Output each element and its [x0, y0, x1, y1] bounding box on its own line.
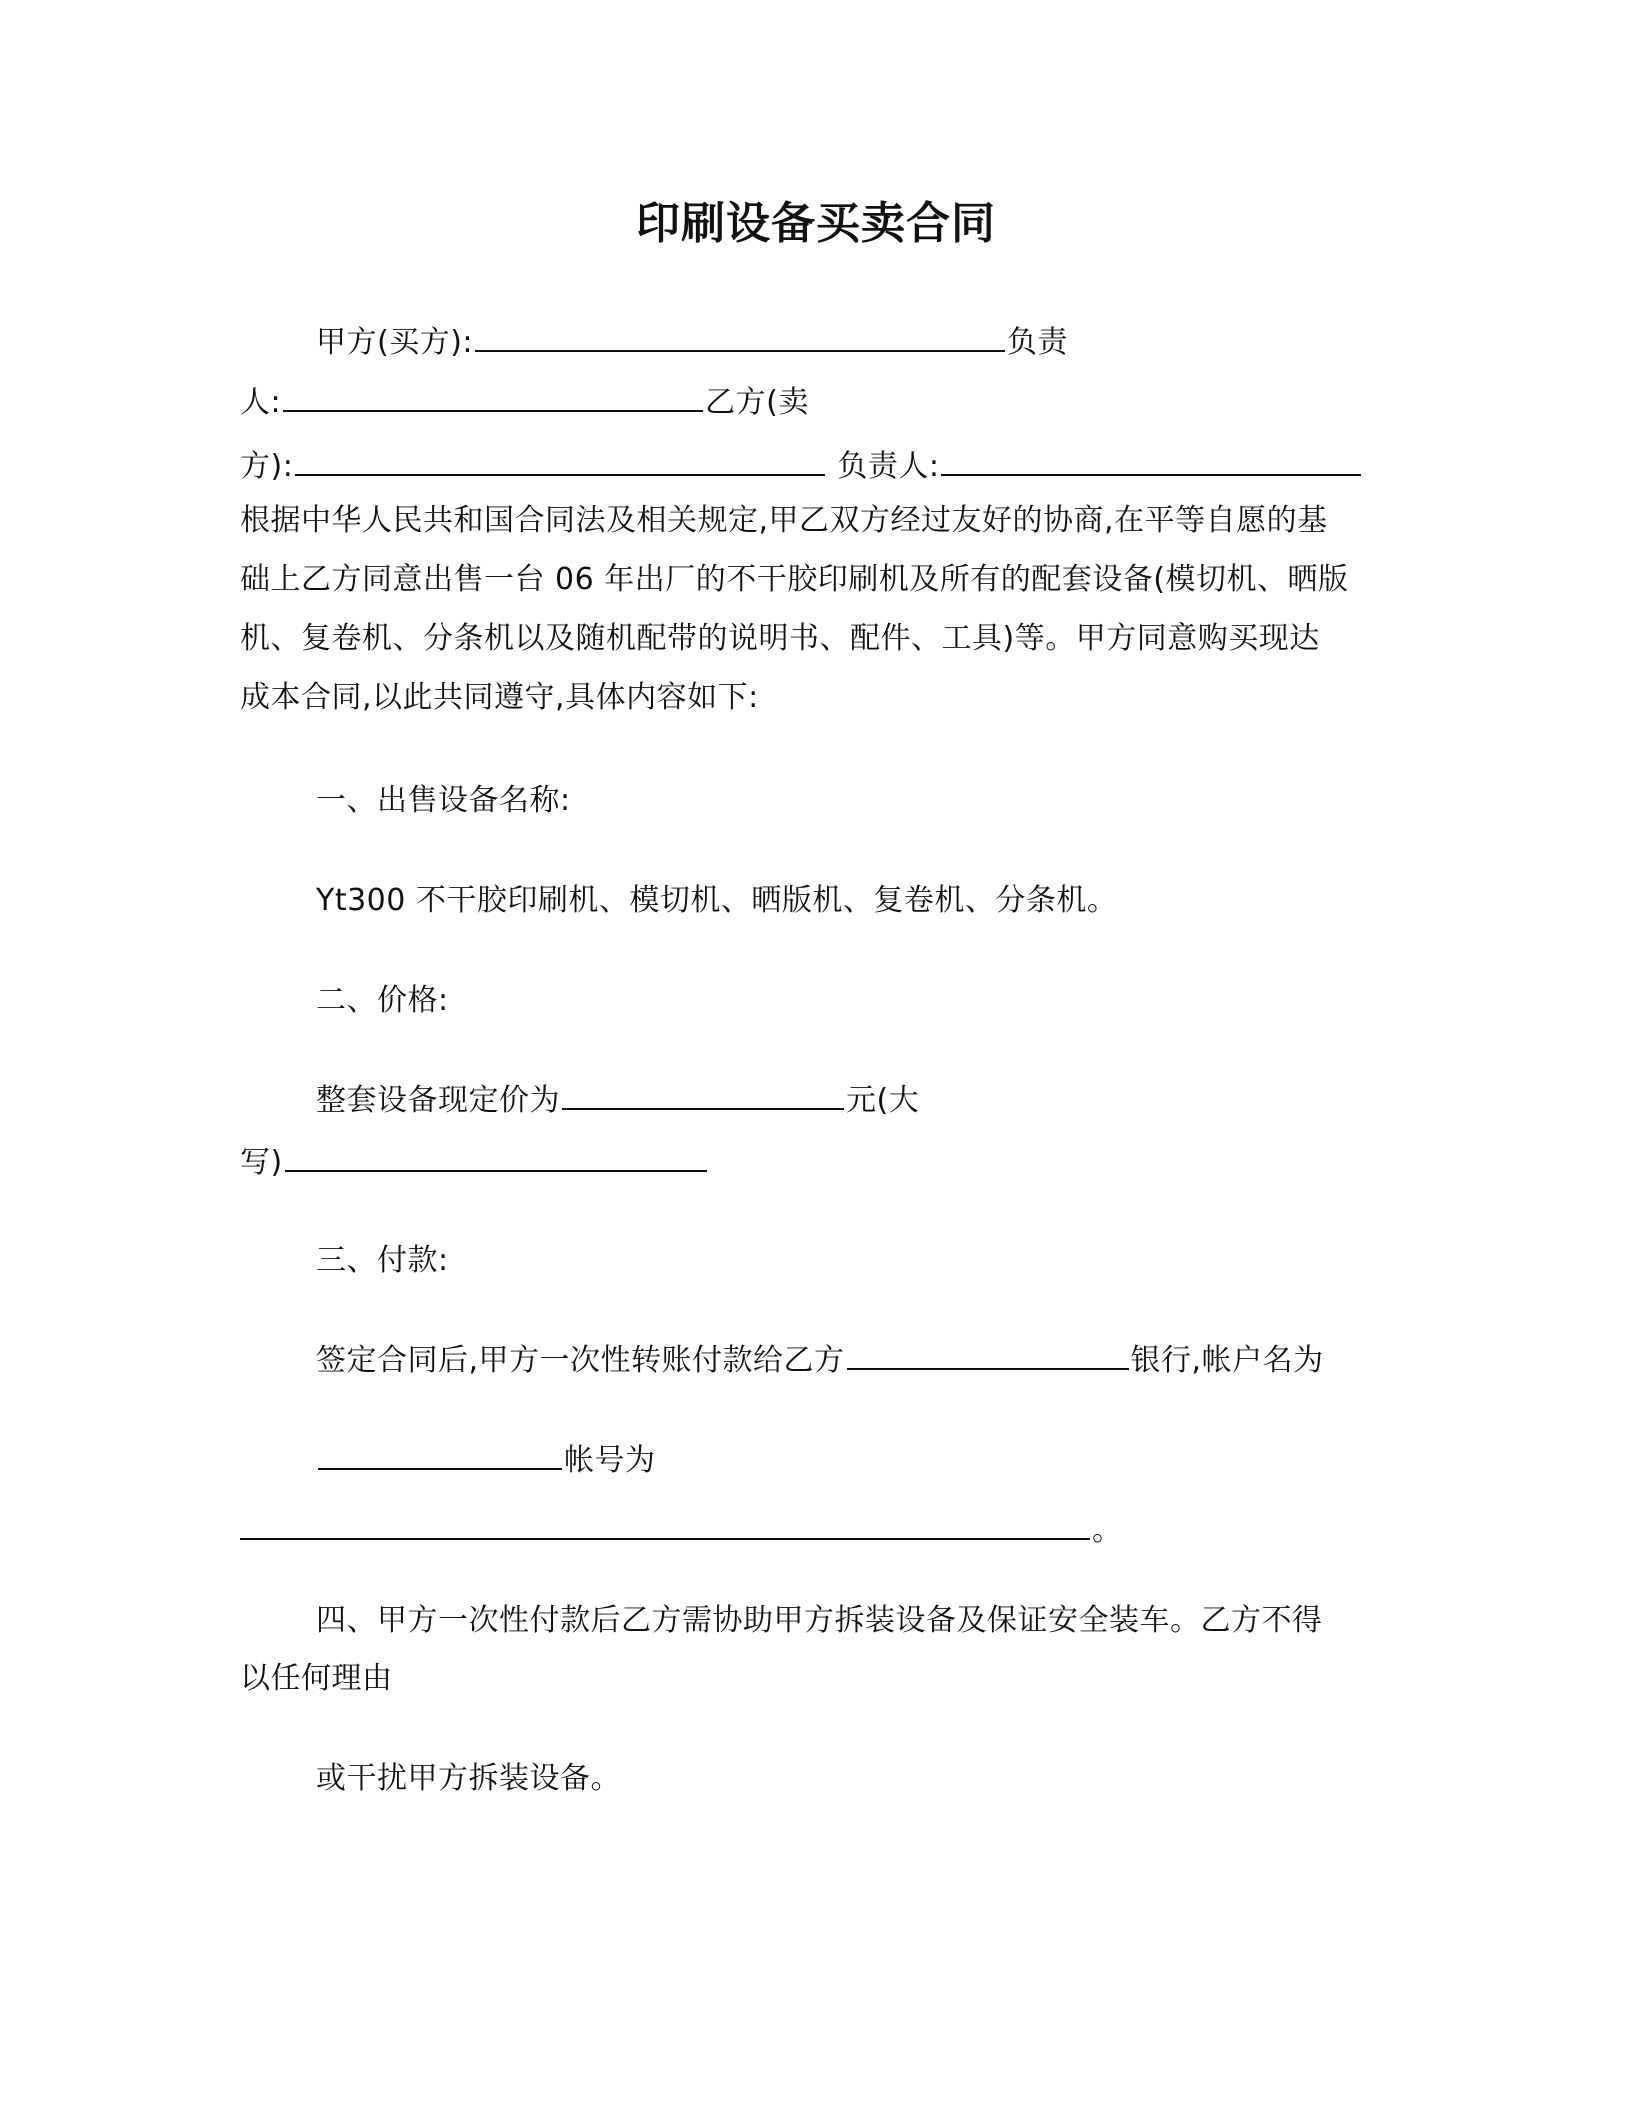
party-b-responsible-blank — [941, 444, 1361, 476]
section-4-line-1: 四、甲方一次性付款后乙方需协助甲方拆装设备及保证安全装车。乙方不得 — [316, 1603, 1323, 1638]
price-label: 整套设备现定价为 — [316, 1083, 560, 1118]
party-a-responsible-blank — [283, 380, 703, 412]
payment-end-mark: 。 — [1092, 1513, 1123, 1548]
intro-line-2: 础上乙方同意出售一台 06 年出厂的不干胶印刷机及所有的配套设备(模切机、晒版 — [240, 562, 1349, 597]
party-a-label: 甲方(买方): — [316, 325, 474, 360]
party-a-responsible-label-end: 人: — [240, 385, 282, 420]
party-b-label-start: 乙方(卖 — [705, 385, 809, 420]
account-number-label: 帐号为 — [564, 1443, 656, 1478]
price-unit-label: 元(大 — [846, 1083, 920, 1118]
party-a-responsible-label-start: 负责 — [1007, 325, 1069, 360]
party-a-name-blank — [475, 320, 1005, 352]
section-2-heading: 二、价格: — [316, 983, 449, 1018]
intro-line-4: 成本合同,以此共同遵守,具体内容如下: — [240, 680, 759, 715]
section-1-body: Yt300 不干胶印刷机、模切机、晒版机、复卷机、分条机。 — [316, 883, 1118, 918]
document-title: 印刷设备买卖合同 — [636, 198, 996, 249]
bank-name-blank — [847, 1338, 1129, 1370]
price-words-label: 写) — [240, 1145, 283, 1180]
section-4-line-3: 或干扰甲方拆装设备。 — [316, 1761, 621, 1796]
price-line — [316, 1078, 919, 1124]
party-a-line — [316, 320, 1068, 366]
price-words-blank — [285, 1140, 707, 1172]
party-b-responsible-label: 负责人: — [837, 449, 940, 484]
payment-label: 签定合同后,甲方一次性转账付款给乙方 — [316, 1343, 845, 1378]
price-words-line — [240, 1140, 709, 1186]
intro-line-1: 根据中华人民共和国合同法及相关规定,甲乙双方经过友好的协商,在平等自愿的基 — [240, 503, 1328, 538]
intro-line-3: 机、复卷机、分条机以及随机配带的说明书、配件、工具)等。甲方同意购买现达 — [240, 621, 1320, 656]
account-name-blank — [318, 1438, 562, 1470]
party-a-responsible-line — [240, 380, 809, 426]
party-b-line — [240, 444, 1363, 490]
account-number-blank — [240, 1508, 1090, 1540]
party-b-name-blank — [295, 444, 825, 476]
section-1-heading: 一、出售设备名称: — [316, 783, 571, 818]
section-4-line-2: 以任何理由 — [240, 1661, 393, 1696]
payment-line-3 — [240, 1508, 1123, 1554]
account-name-label: 银行,帐户名为 — [1130, 1343, 1324, 1378]
section-3-heading: 三、付款: — [316, 1243, 449, 1278]
party-b-label-end: 方): — [240, 449, 294, 484]
payment-line-2 — [316, 1438, 656, 1484]
price-amount-blank — [562, 1078, 844, 1110]
payment-line-1 — [316, 1338, 1324, 1384]
